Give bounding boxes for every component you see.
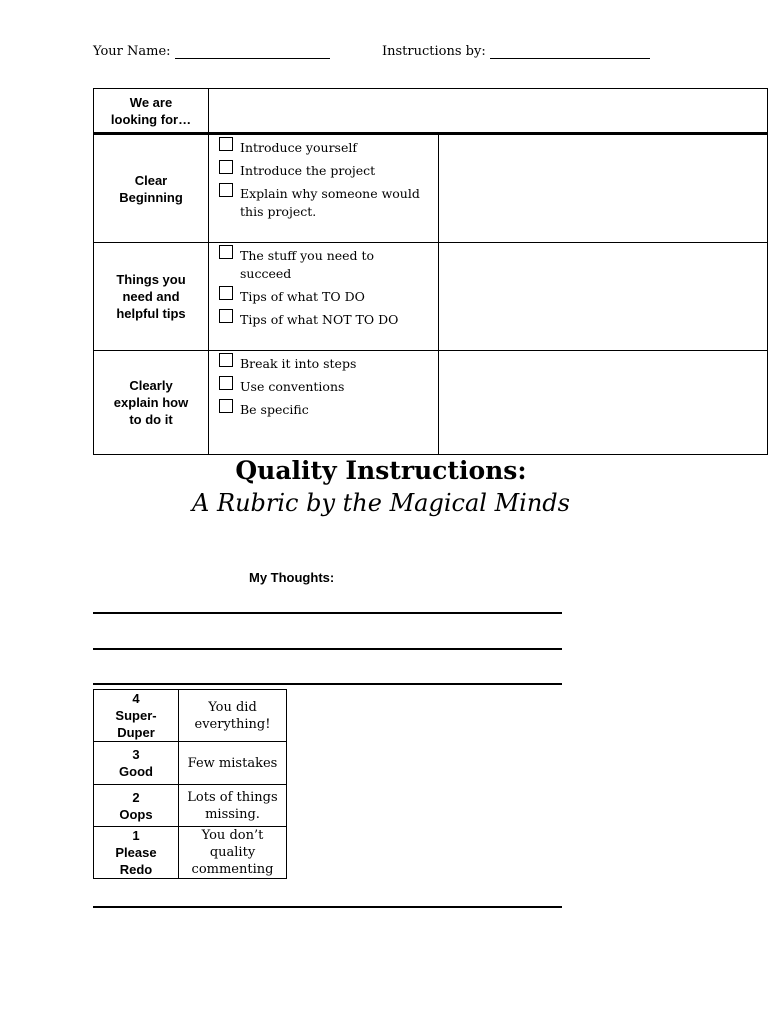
writing-line[interactable]	[93, 906, 562, 908]
page-title: Quality Instructions:	[235, 456, 527, 485]
checkbox[interactable]	[219, 183, 233, 197]
criterion-things-and-tips: Things you need and helpful tips	[94, 243, 209, 350]
checklist-item: Explain why someone would this project.	[240, 186, 420, 219]
score-description: You don’t quality commenting	[179, 827, 287, 879]
name-field	[93, 44, 330, 59]
checklist-item: Break it into steps	[240, 356, 357, 371]
checklist-item: The stuff you need to succeed	[240, 248, 375, 281]
checklist	[209, 135, 439, 242]
checklist-item: Tips of what TO DO	[240, 289, 365, 304]
checkbox[interactable]	[219, 137, 233, 151]
name-label: Your Name:	[93, 44, 171, 59]
writing-line[interactable]	[93, 683, 562, 685]
rubric-row	[94, 135, 767, 243]
score-description: You did everything!	[179, 690, 287, 742]
checklist-item: Be specific	[240, 402, 309, 417]
writing-line[interactable]	[93, 612, 562, 614]
score-level: 3 Good	[94, 742, 179, 785]
table-row	[94, 690, 287, 742]
checklist-item: Introduce yourself	[240, 140, 357, 155]
writing-line[interactable]	[93, 648, 562, 650]
checklist-item: Tips of what NOT TO DO	[240, 312, 399, 327]
checklist	[209, 351, 439, 454]
rubric-row	[94, 351, 767, 454]
rubric-table	[93, 88, 768, 455]
checkbox[interactable]	[219, 245, 233, 259]
page-subtitle: A Rubric by the Magical Minds	[192, 489, 570, 517]
rubric-header-row	[94, 89, 767, 135]
checkbox[interactable]	[219, 399, 233, 413]
rubric-row	[94, 243, 767, 351]
thoughts-label: My Thoughts:	[249, 570, 335, 585]
table-row	[94, 742, 287, 785]
checkbox[interactable]	[219, 309, 233, 323]
checkbox[interactable]	[219, 286, 233, 300]
instructions-by-blank[interactable]	[490, 44, 650, 59]
table-row	[94, 785, 287, 827]
name-blank[interactable]	[175, 44, 330, 59]
table-row	[94, 827, 287, 879]
checkbox[interactable]	[219, 160, 233, 174]
instructions-by-field	[382, 44, 650, 59]
checklist-item: Use conventions	[240, 379, 345, 394]
checklist-item: Introduce the project	[240, 163, 376, 178]
rubric-header-label: We are looking for…	[94, 89, 209, 132]
checklist	[209, 243, 439, 350]
score-description: Lots of things missing.	[179, 785, 287, 827]
criterion-explain-how: Clearly explain how to do it	[94, 351, 209, 454]
comment-cell[interactable]	[439, 243, 767, 350]
checkbox[interactable]	[219, 353, 233, 367]
score-level: 4 Super- Duper	[94, 690, 179, 742]
instructions-by-label: Instructions by:	[382, 44, 486, 59]
score-description: Few mistakes	[179, 742, 287, 785]
score-level: 1 Please Redo	[94, 827, 179, 879]
scoring-scale-table	[93, 689, 287, 879]
checkbox[interactable]	[219, 376, 233, 390]
score-level: 2 Oops	[94, 785, 179, 827]
criterion-clear-beginning: Clear Beginning	[94, 135, 209, 242]
comment-cell[interactable]	[439, 351, 767, 454]
comment-cell[interactable]	[439, 135, 767, 242]
